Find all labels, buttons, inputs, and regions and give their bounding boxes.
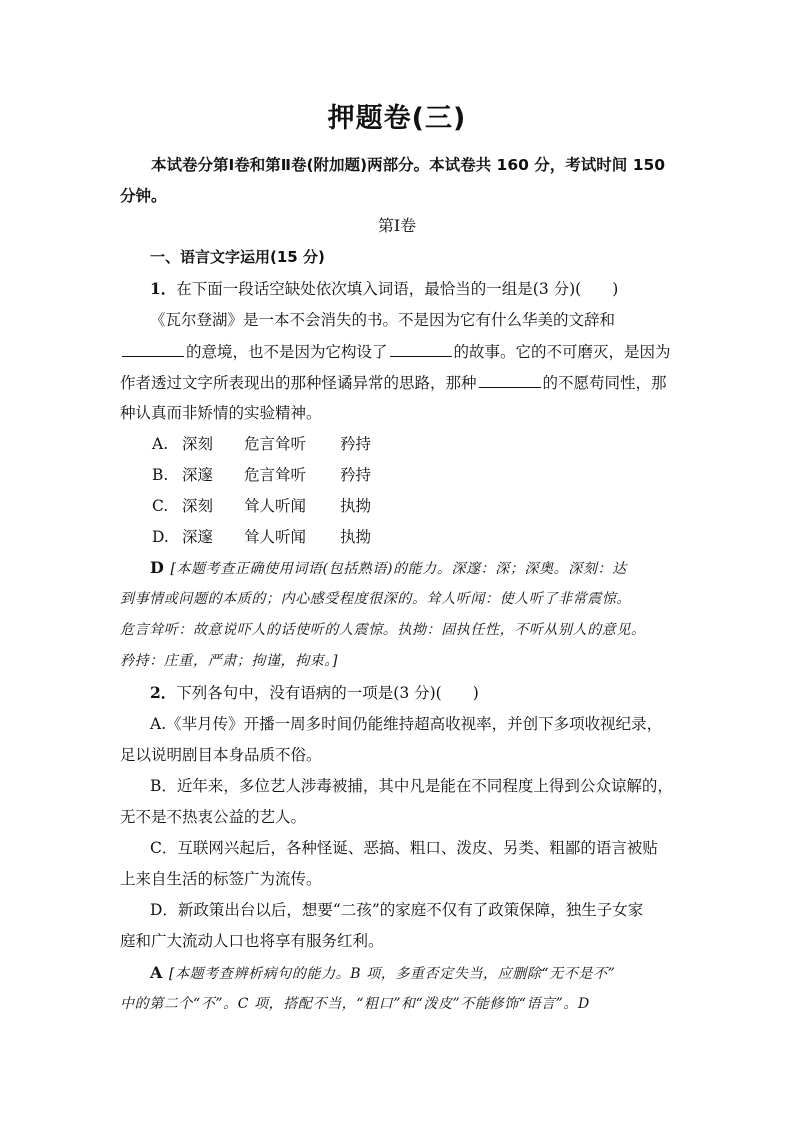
option-word: 耸人听闻	[244, 528, 307, 546]
option-a	[152, 431, 371, 457]
option-letter: B.	[152, 466, 169, 484]
section-heading: 第Ⅰ卷	[377, 216, 417, 235]
question-text: 下列各句中，没有语病的一项是(3 分)( )	[176, 684, 479, 702]
answer-explanation-line	[150, 555, 627, 582]
answer-explanation-line	[150, 960, 615, 987]
option-b	[152, 462, 371, 488]
passage-text: 的意境，也不是因为它构设了	[186, 343, 388, 361]
option-word: 耸人听闻	[244, 497, 307, 515]
part-heading: 一、语言文字运用(15 分)	[150, 248, 325, 266]
option-word: 矜持	[340, 435, 372, 453]
fill-blank	[122, 338, 184, 357]
option-letter: D.	[152, 528, 169, 546]
option-word: 深刻	[182, 497, 214, 515]
option-d: D．新政策出台以后，想要“二孩”的家庭不仅有了政策保障，独生子女家	[150, 901, 644, 919]
passage-text: 作者透过文字所表现出的那种怪谲异常的思路，那种	[120, 374, 477, 392]
explanation-text: [本题考查正确使用词语(包括熟语)的能力。深邃：深；深奥。深刻：达	[170, 561, 627, 577]
option-word: 危言耸听	[244, 466, 307, 484]
intro-line-1: 本试卷分第Ⅰ卷和第Ⅱ卷(附加题)两部分。本试卷共 160 分，考试时间 150	[151, 156, 666, 174]
question-2-stem	[150, 680, 479, 706]
question-number: 2．	[150, 683, 177, 702]
option-word: 危言耸听	[244, 435, 307, 453]
option-letter: A.	[152, 435, 169, 453]
explanation-text: [本题考查辨析病句的能力。B 项，多重否定失当，应删除“无不是不”	[169, 966, 616, 982]
question-text: 在下面一段话空缺处依次填入词语，最恰当的一组是(3 分)( )	[176, 280, 619, 298]
passage-line: 种认真而非矫情的实验精神。	[120, 404, 322, 422]
option-word: 深邃	[182, 466, 214, 484]
option-letter: C.	[152, 497, 169, 515]
answer-explanation-line: 矜持：庄重，严肃；拘谨，拘束。]	[120, 653, 339, 669]
option-continuation: 上来自生活的标签广为流传。	[120, 870, 322, 888]
answer-explanation-line: 到事情或问题的本质的；内心感受程度很深的。耸人听闻：使人听了非常震惊。	[120, 591, 631, 607]
passage-text: 的故事。它的不可磨灭，是因为	[453, 343, 671, 361]
exam-intro	[120, 150, 676, 212]
option-word: 执拗	[340, 497, 372, 515]
answer-key: A	[150, 963, 164, 982]
fill-blank	[479, 369, 541, 388]
question-1-stem	[150, 276, 618, 302]
intro-line-2: 分钟。	[120, 187, 167, 205]
question-number: 1．	[150, 279, 177, 298]
passage-line	[120, 338, 671, 365]
passage-text: 的不愿苟同性，那	[542, 374, 667, 392]
option-word: 矜持	[340, 466, 372, 484]
option-b: B．近年来，多位艺人涉毒被捕，其中凡是能在不同程度上得到公众谅解的，	[150, 777, 673, 795]
answer-explanation-line: 中的第二个“不”。C 项，搭配不当，“粗口”和“泼皮”不能修饰“语言”。D	[120, 996, 590, 1012]
option-continuation: 足以说明剧目本身品质不俗。	[120, 746, 322, 764]
option-word: 执拗	[340, 528, 372, 546]
option-d	[152, 524, 371, 550]
passage-line	[120, 369, 667, 396]
answer-key: D	[150, 558, 165, 577]
fill-blank	[390, 338, 452, 357]
option-c	[152, 493, 371, 519]
option-c: C．互联网兴起后，各种怪诞、恶搞、粗口、泼皮、另类、粗鄙的语言被贴	[150, 839, 658, 857]
option-word: 深邃	[182, 528, 214, 546]
option-continuation: 庭和广大流动人口也将享有服务红利。	[120, 932, 384, 950]
option-a: A.《芈月传》开播一周多时间仍能维持超高收视率，并创下多项收视纪录，	[150, 715, 663, 733]
option-continuation: 无不是不热衷公益的艺人。	[120, 808, 307, 826]
page-title: 押题卷(三)	[327, 103, 467, 134]
option-word: 深刻	[182, 435, 214, 453]
passage-line: 《瓦尔登湖》是一本不会消失的书。不是因为它有什么华美的文辞和	[150, 311, 616, 329]
answer-explanation-line: 危言耸听：故意说吓人的话使听的人震惊。执拗：固执任性，不听从别人的意见。	[120, 622, 646, 638]
